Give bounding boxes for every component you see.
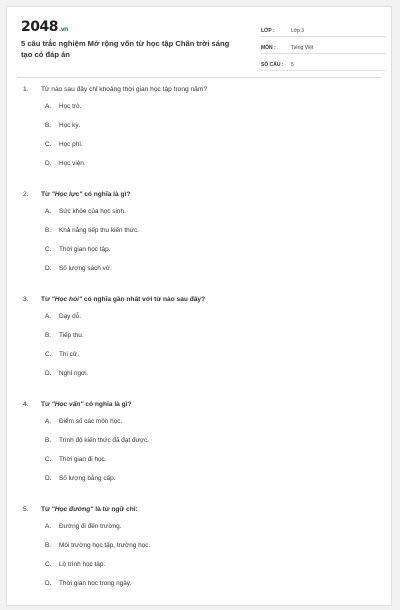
header-divider [17,77,381,78]
option-key: C. [45,246,52,253]
answer-option-a[interactable] [45,522,217,532]
meta-value: 5 [291,62,294,68]
question-text-before: Từ [41,296,52,303]
option-key: C. [45,561,52,568]
answer-options [23,417,377,493]
option-key: B. [45,122,52,129]
question-number: 4. [23,401,29,408]
option-key: B. [45,437,52,444]
logo-tld: .vn [58,26,68,33]
answer-option-b[interactable] [45,331,217,341]
answer-option-a[interactable] [45,312,217,322]
question-text-after: có nghĩa là gì? [82,191,131,198]
meta-key: MÔN : [261,45,276,51]
question-stem [23,505,377,515]
logo-text: 2048 [21,19,58,35]
question-number: 3. [23,296,29,303]
option-text: Môi trường học tập, trường học. [59,542,151,549]
answer-option-c[interactable] [45,140,217,150]
option-text: Thi cử. [59,351,79,358]
question-5 [23,505,377,598]
option-key: C. [45,141,52,148]
answer-options [23,102,377,178]
meta-value: Tiếng Việt [291,45,314,51]
option-key: D. [45,370,52,377]
option-key: A. [45,313,52,320]
document-page [6,6,392,606]
question-text [41,190,130,200]
question-number: 1. [23,86,29,93]
document-title: 5 câu trắc nghiệm Mở rộng vốn từ học tập Chân trời sáng tạo có đáp án [21,39,230,59]
answer-option-b[interactable] [45,121,217,131]
answer-option-c[interactable] [45,245,217,255]
question-term: "Học lực" [51,191,83,198]
site-logo[interactable] [21,19,68,35]
question-text-before: Từ [41,401,52,408]
answer-option-c[interactable] [45,455,217,465]
answer-option-b[interactable] [45,226,217,236]
answer-options [23,312,377,388]
meta-value: Lớp 3 [291,28,305,34]
option-key: A. [45,208,52,215]
answer-option-d[interactable] [45,264,217,274]
question-list [23,85,377,610]
option-text: Thời gian học trong ngày. [59,580,132,587]
answer-option-b[interactable] [45,436,217,446]
answer-option-b[interactable] [45,541,217,551]
question-1 [23,85,377,178]
option-text: Số lượng bằng cấp. [59,475,116,482]
option-text: Học phí. [59,141,83,148]
option-text: Dạy dỗ. [59,313,82,320]
question-text-before: Từ nào sau đây chỉ khoảng thời gian học tập trong năm? [41,86,207,93]
meta-key: LỚP : [261,28,275,34]
option-text: Trình độ kiến thức đã đạt được. [59,437,149,444]
question-term: "Học hỏi" [51,296,83,303]
question-stem [23,295,377,305]
option-text: Học viện. [59,160,86,167]
answer-option-d[interactable] [45,369,217,379]
question-stem [23,190,377,200]
answer-option-d[interactable] [45,579,217,589]
answer-option-d[interactable] [45,474,217,484]
question-text [41,295,205,305]
document-header [21,19,377,75]
option-text: Lộ trình học tập. [59,561,106,568]
answer-option-a[interactable] [45,207,217,217]
option-key: B. [45,227,52,234]
question-text-before: Từ [41,191,52,198]
question-text-after: là từ ngữ chỉ: [93,506,138,513]
option-text: Đường đi đến trường. [59,523,122,530]
option-text: Học kỳ. [59,122,81,129]
option-key: D. [45,475,52,482]
question-number: 5. [23,506,29,513]
option-text: Số lượng sách vở. [59,265,112,272]
question-term: "Học vấn" [51,401,84,408]
option-key: D. [45,160,52,167]
option-key: B. [45,332,52,339]
option-key: B. [45,542,52,549]
meta-row-class [261,23,386,37]
option-text: Sức khỏe của học sinh. [59,208,126,215]
option-text: Thời gian học tập. [59,246,111,253]
question-4 [23,400,377,493]
answer-option-a[interactable] [45,102,217,112]
meta-row-subject [261,40,386,54]
option-text: Điểm số các môn học. [59,418,123,425]
document-meta [261,23,386,74]
option-key: A. [45,418,52,425]
option-key: C. [45,351,52,358]
option-key: A. [45,523,52,530]
answer-options [23,522,377,598]
answer-option-c[interactable] [45,350,217,360]
option-key: C. [45,456,52,463]
question-text-before: Từ [41,506,52,513]
option-text: Khả năng tiếp thu kiến thức. [59,227,139,234]
answer-options [23,207,377,283]
question-stem [23,85,377,95]
question-3 [23,295,377,388]
question-text [41,505,138,515]
question-number: 2. [23,191,29,198]
answer-option-a[interactable] [45,417,217,427]
option-text: Thời gian đi học. [59,456,107,463]
question-text-after: có nghĩa gần nhất với từ nào sau đây? [82,296,206,303]
question-text [41,400,132,410]
answer-option-d[interactable] [45,159,217,169]
option-text: Học trò. [59,103,82,110]
answer-option-c[interactable] [45,560,217,570]
question-term: "Học đường" [51,506,94,513]
option-key: D. [45,580,52,587]
question-text [41,85,207,95]
question-stem [23,400,377,410]
meta-row-count [261,57,386,71]
question-2 [23,190,377,283]
question-text-after: có nghĩa là gì? [83,401,132,408]
option-key: A. [45,103,52,110]
option-text: Tiếp thu. [59,332,84,339]
option-key: D. [45,265,52,272]
option-text: Nghỉ ngơi. [59,370,89,377]
meta-key: SỐ CÂU : [261,62,284,68]
